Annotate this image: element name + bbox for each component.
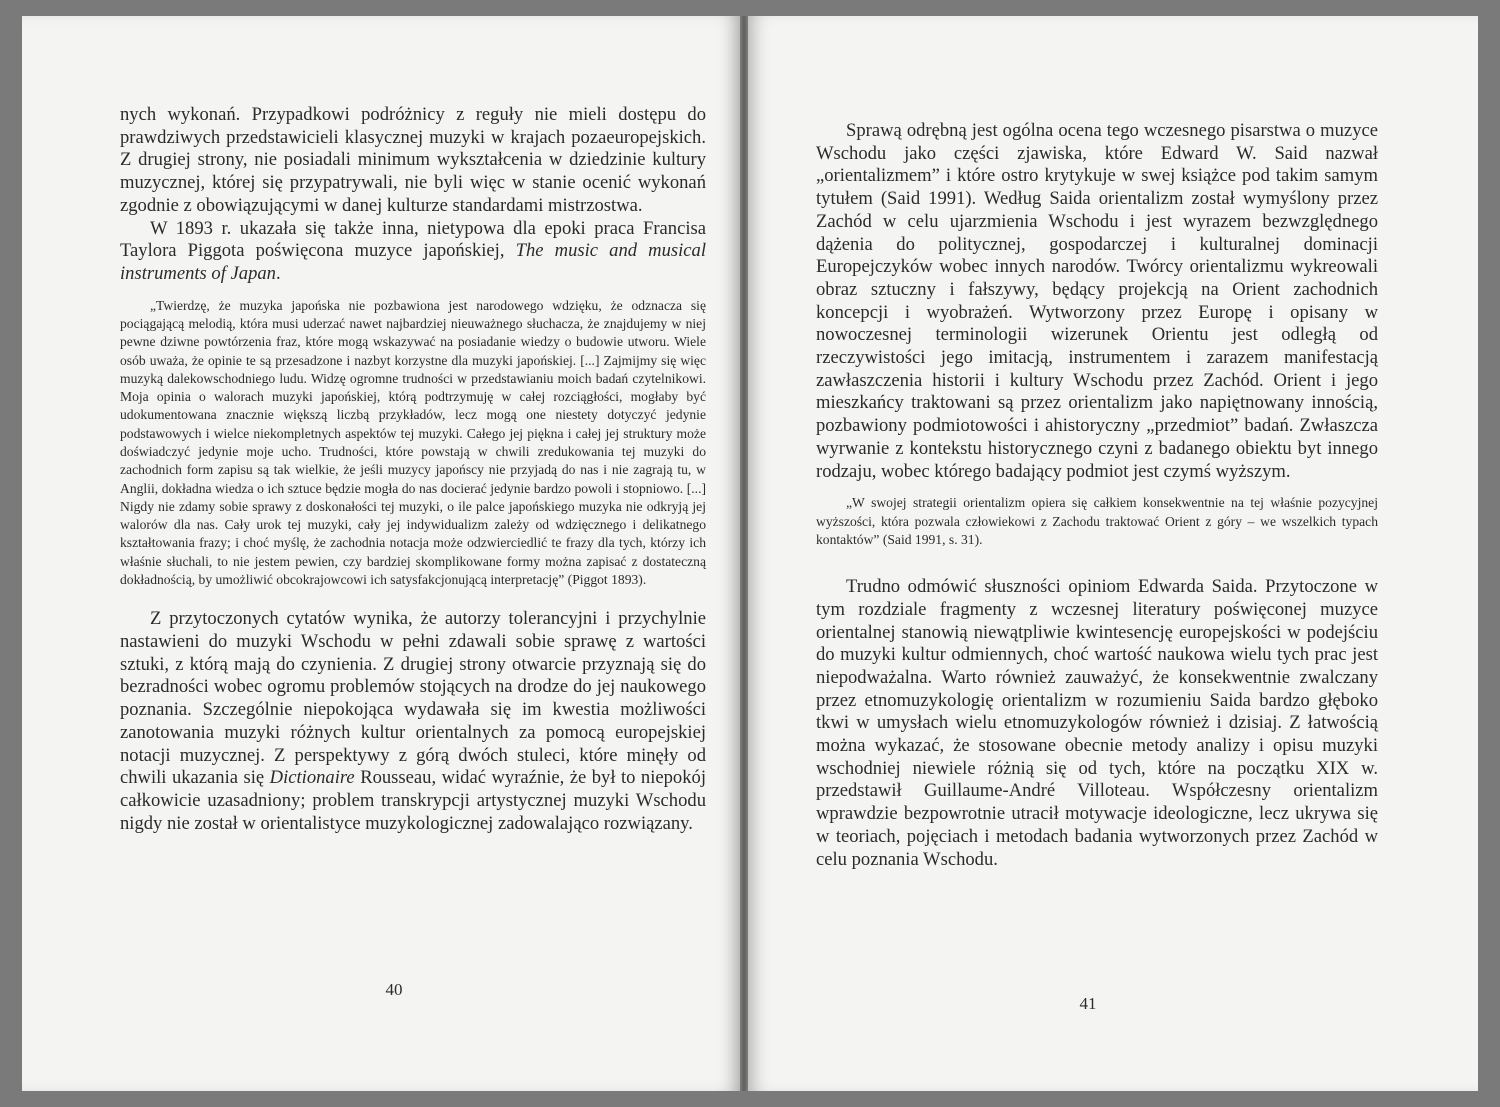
right-text-column bbox=[816, 120, 1378, 871]
left-paragraph-2-end: . bbox=[275, 262, 281, 284]
left-paragraph-2 bbox=[120, 218, 706, 286]
left-paragraph-3-end: Rousseau, widać wyraźnie, że był to niepokój całkowicie uzasadniony; problem transkrypcji artystycznej muzyki Wschodu nigdy nie został w orientalistyce muzykologicznej zadowalająco rozwiązany. bbox=[120, 767, 706, 834]
left-paragraph-3-text: Z przytoczonych cytatów wynika, że autorzy tolerancyjni i przychylnie nastawieni do muzyki Wschodu w pełni zdawali sobie sprawę z wartości sztuki, z którą mają do czynienia. Z drugiej strony otwarcie przyznają się do bezradności wobec ogromu problemów stojących na drodze do jej naukowego poznania. Szczególnie niepokojąca wydawała się im kwestia możliwości zanotowania muzyki różnych kultur orientalnych za pomocą europejskiej notacji muzycznej. Z perspektywy z górą dwóch stuleci, które minęły od chwili ukazania się bbox=[120, 608, 706, 789]
page-number-right: 41 bbox=[1079, 994, 1097, 1013]
page-number-left: 40 bbox=[385, 980, 403, 999]
left-paragraph-2-text: W 1893 r. ukazała się także inna, nietypowa dla epoki praca Francisa Taylora Piggota poświęcona muzyce japońskiej, bbox=[120, 217, 706, 262]
left-paragraph-1: nych wykonań. Przypadkowi podróżnicy z reguły nie mieli dostępu do prawdziwych przedstawicieli klasycznej muzyki w krajach pozaeuropejskich. Z drugiej strony, nie posiadali minimum wykształcenia w dziedzinie kultury muzycznej, której się przypatrywali, nie byli więc w stanie ocenić wykonań zgodnie z obowiązującymi w danej kulturze standardami mistrzostwa. bbox=[120, 104, 706, 216]
right-page bbox=[748, 16, 1478, 1091]
left-text-column bbox=[120, 104, 706, 835]
right-paragraph-1: Sprawą odrębną jest ogólna ocena tego wczesnego pisarstwa o muzyce Wschodu jako części zjawiska, które Edward W. Said nazwał „orientalizmem” i które ostro krytykuje w swej książce pod takim samym tytułem (Said 1991). Według Saida orientalizm został wymyślony przez Zachód w celu ujarzmienia Wschodu i jest wyrazem bezwzględnego dążenia do politycznej, gospodarczej i kulturalnej dominacji Europejczyków wobec innych narodów. Twórcy orientalizmu wykreowali obraz sztuczny i fałszywy, będący projekcją na Orient zachodnich koncepcji i wyobrażeń. Wytworzony przez Europę i opisany w nowoczesnej terminologii wizerunek Orientu jest odległą od rzeczywistości jego imitacją, instrumentem i zarazem manifestacją zawłaszczenia historii i kultury Wschodu przez Zachód. Orient i jego mieszkańcy traktowani są przez orientalizm jako napiętnowany innością, pozbawiony podmiotowości i ahistoryczny „przedmiot” badań. Zwłaszcza wyrwanie z kontekstu historycznego czyni z badanego obiektu byt innego rodzaju, wobec którego badający podmiot jest czymś wyższym. bbox=[816, 120, 1378, 482]
book-title-music-of-japan: The music and musical instruments of Japan bbox=[120, 240, 706, 284]
left-page bbox=[22, 16, 740, 1091]
left-paragraph-3 bbox=[120, 608, 706, 835]
left-block-quote: „Twierdzę, że muzyka japońska nie pozbawiona jest narodowego wdzięku, że odznacza się pociągającą melodią, która musi uderzać nawet najbardziej nieuważnego słuchacza, że znajdujemy w niej pewne dziwne powtórzenia fraz, które mogą wskazywać na posiadanie wiedzy o budowie utworu. Wiele osób uważa, że opinie te są przesadzone i nazbyt korzystne dla muzyki japońskiej. [...] Zajmijmy się więc muzyką dalekowschodniego ludu. Widzę ogromne trudności w przedstawianiu moich badań czytelnikowi. Moja opinia o walorach muzyki japońskiej, którą podtrzymuję w całej rozciągłości, mogłaby być udokumentowana znacznie większą liczbą przykładów, lecz mogą one niestety dotyczyć jedynie podstawowych i wielce niekompletnych aspektów tej muzyki. Całego jej piękna i całej jej struktury może doświadczyć jedynie moje ucho. Trudności, które powstają w chwili zredukowania tej muzyki do zachodnich form zapisu są tak wielkie, że jeśli muzycy japońscy nie przyjadą do nas i nie zagrają tu, w Anglii, dokładna wiedza o ich sztuce będzie mogła do nas docierać jedynie bardzo powoli i stopniowo. [...] Nigdy nie zdamy sobie sprawy z doskonałości tej muzyki, o ile palce japońskiego muzyka nie odkryją jej walorów dla nas. Cały urok tej muzyki, cały jej indywidualizm zależy od wdzięcznego i delikatnego kształtowania frazy; i choć myślę, że zachodnia notacja może odzwierciedlić te frazy dla tych, którzy ich właśnie słuchali, to nie jestem pewien, czy bardziej skomplikowane formy można zapisać z dostateczną dokładnością, by umożliwić obcokrajowcowi ich satysfakcjonującą interpretację” (Piggot 1893). bbox=[120, 297, 706, 588]
right-paragraph-2: Trudno odmówić słuszności opiniom Edwarda Saida. Przytoczone w tym rozdziale fragmenty z wczesnej literatury poświęconej muzyce orientalnej stanowią niewątpliwie kwintesencję europejskości w podejściu do muzyki kultur odmiennych, choć wartość naukowa wielu tych prac jest niepodważalna. Warto również zauważyć, że konsekwentnie zwalczany przez etnomuzykologię orientalizm w rozumieniu Saida bardzo głęboko tkwi w umysłach wielu etnomuzykologów również i dzisiaj. Z łatwością można wykazać, że stosowane obecnie metody analizy i opisu muzyki wschodniej niewiele różnią się od tych, które na początku XIX w. przedstawił Guillaume-André Villoteau. Współczesny orientalizm wprawdzie bezpowrotnie utracił motywacje ideologiczne, lecz ukrywa się w teoriach, pojęciach i metodach badania wytworzonych przez Zachód w celu poznania Wschodu. bbox=[816, 576, 1378, 870]
right-block-quote: „W swojej strategii orientalizm opiera się całkiem konsekwentnie na tej właśnie pozycyjnej wyższości, która pozwala człowiekowi z Zachodu traktować Orient z góry – we wszelkich typach kontaktów” (Said 1991, s. 31). bbox=[816, 495, 1378, 547]
title-dictionaire: Dictionaire bbox=[269, 767, 355, 789]
